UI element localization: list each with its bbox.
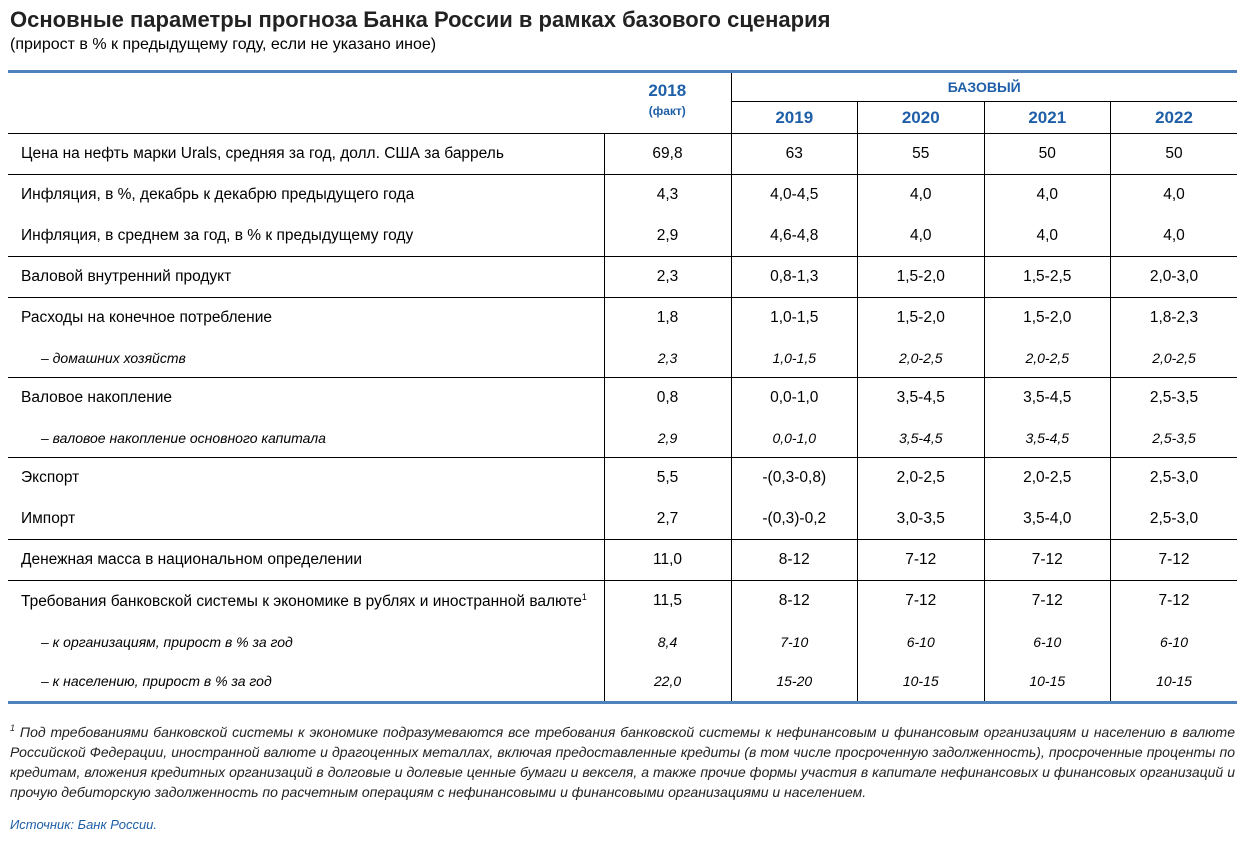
value-cell: 7-12 bbox=[858, 581, 985, 622]
row-label bbox=[8, 134, 604, 175]
header-year-2018: 2018 bbox=[648, 81, 687, 100]
value-cell: 7-12 bbox=[984, 540, 1111, 581]
row-label bbox=[8, 662, 604, 703]
row-label bbox=[8, 458, 604, 499]
page-subtitle: (прирост в % к предыдущему году, если не указано иное) bbox=[10, 36, 437, 53]
row-label bbox=[8, 339, 604, 378]
table-row bbox=[8, 216, 1237, 257]
row-label-text: – домашних хозяйств bbox=[41, 349, 186, 366]
value-cell: 4,0 bbox=[858, 216, 985, 257]
source-note: Источник: Банк России. bbox=[10, 817, 158, 832]
value-cell: 0,8 bbox=[604, 378, 731, 419]
table-row bbox=[8, 499, 1237, 540]
value-cell: 69,8 bbox=[604, 134, 731, 175]
value-cell: 2,5-3,5 bbox=[1111, 419, 1238, 458]
row-label bbox=[8, 581, 604, 622]
table-row bbox=[8, 257, 1237, 298]
forecast-table bbox=[8, 70, 1237, 704]
table-row bbox=[8, 622, 1237, 662]
row-label-text: Валовой внутренний продукт bbox=[21, 268, 232, 285]
value-cell: 2,0-2,5 bbox=[858, 339, 985, 378]
value-cell: 10-15 bbox=[858, 662, 985, 703]
value-cell: 50 bbox=[984, 134, 1111, 175]
value-cell: 2,3 bbox=[604, 257, 731, 298]
row-label-text: Инфляция, в среднем за год, в % к предыдущему году bbox=[21, 226, 414, 244]
footnote-mark: 1 bbox=[10, 723, 16, 733]
value-cell: 4,0 bbox=[1111, 216, 1238, 257]
row-label bbox=[8, 378, 604, 419]
value-cell: 15-20 bbox=[731, 662, 858, 703]
header-year-2020: 2020 bbox=[858, 102, 985, 134]
value-cell: 7-10 bbox=[731, 622, 858, 662]
value-cell: 3,0-3,5 bbox=[858, 499, 985, 540]
value-cell: 2,9 bbox=[604, 216, 731, 257]
header-base-scenario: БАЗОВЫЙ bbox=[731, 72, 1237, 102]
table-row bbox=[8, 458, 1237, 499]
header-2018-fact bbox=[604, 72, 731, 134]
value-cell: 4,0 bbox=[984, 216, 1111, 257]
value-cell: 1,0-1,5 bbox=[731, 298, 858, 339]
value-cell: 2,0-2,5 bbox=[984, 339, 1111, 378]
value-cell: 22,0 bbox=[604, 662, 731, 703]
table-row bbox=[8, 175, 1237, 216]
value-cell: 3,5-4,0 bbox=[984, 499, 1111, 540]
value-cell: 4,0-4,5 bbox=[731, 175, 858, 216]
header-year-2022: 2022 bbox=[1111, 102, 1238, 134]
value-cell: 2,3 bbox=[604, 339, 731, 378]
row-label-text: – к организациям, прирост в % за год bbox=[41, 633, 293, 650]
value-cell: 1,8-2,3 bbox=[1111, 298, 1238, 339]
value-cell: 4,0 bbox=[1111, 175, 1238, 216]
table-row bbox=[8, 339, 1237, 378]
table-body bbox=[8, 134, 1237, 703]
value-cell: 10-15 bbox=[984, 662, 1111, 703]
row-label bbox=[8, 298, 604, 339]
row-label bbox=[8, 622, 604, 662]
value-cell: 3,5-4,5 bbox=[858, 419, 985, 458]
header-year-2021: 2021 bbox=[984, 102, 1111, 134]
value-cell: 1,5-2,0 bbox=[858, 298, 985, 339]
value-cell: 10-15 bbox=[1111, 662, 1238, 703]
value-cell: 1,5-2,0 bbox=[984, 298, 1111, 339]
value-cell: 2,0-2,5 bbox=[858, 458, 985, 499]
value-cell: 3,5-4,5 bbox=[984, 419, 1111, 458]
footnote-ref: 1 bbox=[581, 591, 587, 602]
table-row bbox=[8, 419, 1237, 458]
footnote-text: Под требованиями банковской системы к экономике подразумеваются все требования банковской системы к нефинансовым и финансовым организациям и населению в валюте Российской Федерации, иностранной валюте и драгоценных металлах, включая предоставленные кредиты (в том числе просроченную задолженность), просроченные проценты по кредитам, вложения кредитных организаций в долговые и долевые ценные бумаги и векселя, а также прочие формы участия в капитале нефинансовых и финансовых организаций и прочую дебиторскую задолженность по расчетным операциям с нефинансовыми и финансовыми организациями и населением. bbox=[10, 724, 1235, 800]
value-cell: 2,9 bbox=[604, 419, 731, 458]
value-cell: 2,0-2,5 bbox=[984, 458, 1111, 499]
value-cell: 2,5-3,0 bbox=[1111, 499, 1238, 540]
value-cell: 0,8-1,3 bbox=[731, 257, 858, 298]
value-cell: 2,5-3,0 bbox=[1111, 458, 1238, 499]
table-row bbox=[8, 134, 1237, 175]
table-row bbox=[8, 662, 1237, 703]
table-row bbox=[8, 378, 1237, 419]
table-row bbox=[8, 540, 1237, 581]
value-cell: 7-12 bbox=[1111, 540, 1238, 581]
row-label-text: – валовое накопление основного капитала bbox=[41, 429, 326, 446]
value-cell: 11,0 bbox=[604, 540, 731, 581]
value-cell: 63 bbox=[731, 134, 858, 175]
row-label-text: Денежная масса в национальном определении bbox=[21, 551, 362, 568]
footnote bbox=[10, 718, 1235, 802]
value-cell: 4,3 bbox=[604, 175, 731, 216]
value-cell: -(0,3)-0,2 bbox=[731, 499, 858, 540]
value-cell: 2,5-3,5 bbox=[1111, 378, 1238, 419]
value-cell: 7-12 bbox=[1111, 581, 1238, 622]
row-label bbox=[8, 499, 604, 540]
value-cell: 4,6-4,8 bbox=[731, 216, 858, 257]
value-cell: -(0,3-0,8) bbox=[731, 458, 858, 499]
value-cell: 1,0-1,5 bbox=[731, 339, 858, 378]
value-cell: 1,5-2,0 bbox=[858, 257, 985, 298]
value-cell: 1,5-2,5 bbox=[984, 257, 1111, 298]
row-label-text: – к населению, прирост в % за год bbox=[41, 673, 272, 690]
value-cell: 3,5-4,5 bbox=[984, 378, 1111, 419]
row-label-text: Требования банковской системы к экономике в рублях и иностранной валюте bbox=[21, 592, 582, 610]
value-cell: 55 bbox=[858, 134, 985, 175]
header-year-2019: 2019 bbox=[731, 102, 858, 134]
value-cell: 4,0 bbox=[984, 175, 1111, 216]
row-label-text: Инфляция, в %, декабрь к декабрю предыдущего года bbox=[21, 186, 415, 204]
row-label-text: Цена на нефть марки Urals, средняя за год, долл. США за баррель bbox=[21, 145, 504, 162]
value-cell: 8-12 bbox=[731, 540, 858, 581]
row-label bbox=[8, 419, 604, 458]
value-cell: 50 bbox=[1111, 134, 1238, 175]
header-fact-label: (факт) bbox=[648, 104, 686, 118]
row-label bbox=[8, 257, 604, 298]
value-cell: 6-10 bbox=[984, 622, 1111, 662]
value-cell: 2,0-3,0 bbox=[1111, 257, 1238, 298]
table-row bbox=[8, 581, 1237, 622]
value-cell: 11,5 bbox=[604, 581, 731, 622]
value-cell: 2,7 bbox=[604, 499, 731, 540]
table-row bbox=[8, 298, 1237, 339]
value-cell: 7-12 bbox=[984, 581, 1111, 622]
page-title: Основные параметры прогноза Банка России в рамках базового сценария bbox=[10, 7, 831, 32]
header-empty-cell bbox=[8, 72, 604, 134]
value-cell: 7-12 bbox=[858, 540, 985, 581]
row-label-text: Валовое накопление bbox=[21, 389, 173, 407]
value-cell: 4,0 bbox=[858, 175, 985, 216]
row-label-text: Импорт bbox=[21, 509, 76, 527]
value-cell: 0,0-1,0 bbox=[731, 378, 858, 419]
value-cell: 8-12 bbox=[731, 581, 858, 622]
value-cell: 5,5 bbox=[604, 458, 731, 499]
value-cell: 1,8 bbox=[604, 298, 731, 339]
value-cell: 6-10 bbox=[858, 622, 985, 662]
value-cell: 8,4 bbox=[604, 622, 731, 662]
row-label bbox=[8, 216, 604, 257]
row-label bbox=[8, 175, 604, 216]
value-cell: 6-10 bbox=[1111, 622, 1238, 662]
row-label bbox=[8, 540, 604, 581]
row-label-text: Расходы на конечное потребление bbox=[21, 309, 272, 327]
value-cell: 2,0-2,5 bbox=[1111, 339, 1238, 378]
row-label-text: Экспорт bbox=[21, 469, 80, 487]
value-cell: 0,0-1,0 bbox=[731, 419, 858, 458]
value-cell: 3,5-4,5 bbox=[858, 378, 985, 419]
